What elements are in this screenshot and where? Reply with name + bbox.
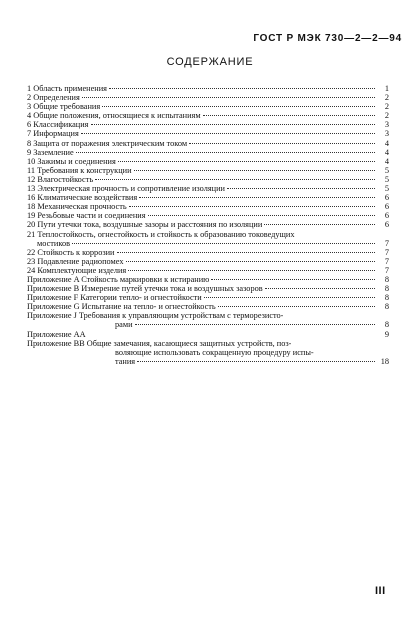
toc-entry [27, 257, 389, 266]
toc-entry-page: 8 [384, 293, 389, 303]
toc-entry-page: 8 [384, 320, 389, 330]
toc-entry-page: 6 [384, 220, 389, 230]
document-code: ГОСТ Р МЭК 730—2—2—94 [253, 33, 402, 44]
dot-leader [264, 224, 375, 225]
dot-leader [211, 279, 375, 280]
toc-entry-page: 6 [384, 202, 389, 212]
toc-entry-page: 7 [384, 238, 389, 248]
toc-entry-page: 2 [384, 102, 389, 112]
toc-entry-text: 19 Резьбовые части и соединения [27, 211, 146, 221]
toc-entry-page: 4 [384, 138, 389, 148]
toc-entry-page: 6 [384, 193, 389, 203]
dot-leader [148, 215, 375, 216]
toc-entry-text: 23 Подавление радиопомех [27, 256, 124, 266]
dot-leader [129, 206, 375, 207]
toc-entry-text: 1 Область применения [27, 84, 107, 93]
toc-entry-page: 8 [384, 302, 389, 312]
toc-entry [27, 248, 389, 257]
toc-entry [27, 111, 389, 120]
dot-leader [102, 106, 375, 107]
toc-entry [27, 129, 389, 138]
toc-entry-text: воляющие использовать сокращенную процедуру испы- [115, 347, 314, 357]
toc-entry-appendix [27, 293, 389, 302]
dot-leader [91, 124, 376, 125]
toc-entry [27, 139, 389, 148]
toc-entry-text: Приложение B Измерение путей утечки тока и воздушных зазоров [27, 284, 263, 294]
dot-leader [134, 170, 375, 171]
toc-entry-appendix [27, 339, 389, 348]
toc-entry [27, 84, 389, 93]
toc-entry-text: 2 Определения [27, 93, 80, 103]
toc-entry-page: 7 [384, 247, 389, 257]
toc-entry-text: Приложение F Категории тепло- и огнестойкости [27, 293, 202, 303]
toc-entry-text: рами [115, 320, 133, 330]
dot-leader [265, 288, 375, 289]
dot-leader [204, 297, 375, 298]
toc-entry [27, 220, 389, 229]
toc-entry [27, 166, 389, 175]
toc-entry-page: 2 [384, 111, 389, 121]
page-title: СОДЕРЖАНИЕ [166, 56, 254, 68]
toc-entry-text: 21 Теплостойкость, огнестойкость и стойкость к образованию токоведущих [27, 229, 295, 239]
toc-entry-appendix [27, 284, 389, 293]
dot-leader [128, 270, 375, 271]
toc-entry [27, 202, 389, 211]
toc-entry [27, 211, 389, 220]
toc-entry-appendix [27, 302, 389, 311]
toc-entry-continuation [27, 239, 389, 248]
dot-leader [135, 324, 375, 325]
toc-entry-page: 3 [384, 120, 389, 130]
toc-entry-text: 20 Пути утечки тока, воздушные зазоры и расстояния по изоляции [27, 220, 263, 230]
dot-leader [76, 152, 375, 153]
toc-entry [27, 157, 389, 166]
toc-entry-page: 8 [384, 284, 389, 294]
toc-entry [27, 148, 389, 157]
toc-entry [27, 193, 389, 202]
dot-leader [82, 97, 375, 98]
toc-entry [27, 120, 389, 129]
dot-leader [139, 197, 375, 198]
dot-leader [118, 161, 375, 162]
table-of-contents [27, 84, 389, 366]
toc-entry-text: Приложение BB Общие замечания, касающиеся защитных устройств, поз- [27, 338, 292, 348]
toc-entry-continuation [27, 348, 389, 357]
toc-entry [27, 93, 389, 102]
toc-entry-text: 12 Влагостойкость [27, 174, 94, 184]
dot-leader [81, 133, 375, 134]
toc-entry-text: Приложение A Стойкость маркировки к истиранию [27, 274, 210, 284]
toc-entry [27, 230, 389, 239]
toc-entry-page: 5 [384, 184, 389, 194]
toc-entry-text: 9 Заземление [27, 147, 74, 157]
dot-leader [72, 243, 375, 244]
toc-entry-page: 1 [384, 84, 389, 93]
toc-entry-appendix [27, 311, 389, 320]
dot-leader [109, 88, 375, 89]
dot-leader [95, 179, 375, 180]
toc-entry [27, 266, 389, 275]
toc-entry-text: 3 Общие требования [27, 102, 101, 112]
dot-leader [117, 252, 376, 253]
toc-entry-page: 6 [384, 211, 389, 221]
toc-entry-text: Приложение J Требования к управляющим устройствам с терморезисто- [27, 311, 284, 321]
toc-entry-page: 8 [384, 274, 389, 284]
toc-entry-text: 13 Электрическая прочность и сопротивление изоляции [27, 184, 225, 194]
toc-entry-text: 16 Климатические воздействия [27, 193, 138, 203]
toc-entry-page: 9 [384, 329, 389, 339]
toc-entry-text: Приложение G Испытание на тепло- и огнестойкость [27, 302, 216, 312]
dot-leader [189, 143, 375, 144]
toc-entry-appendix [27, 330, 389, 339]
dot-leader [203, 115, 375, 116]
toc-entry-text: 22 Стойкость к коррозии [27, 247, 115, 257]
toc-entry-text: 4 Общие положения, относящиеся к испытаниям [27, 111, 201, 121]
toc-entry-text: 6 Классификация [27, 120, 89, 130]
toc-entry-page: 7 [384, 265, 389, 275]
toc-entry-page: 7 [384, 256, 389, 266]
toc-entry-text: 18 Механическая прочность [27, 202, 127, 212]
toc-entry-page: 2 [384, 93, 389, 103]
dot-leader [126, 261, 376, 262]
toc-entry-page: 5 [384, 174, 389, 184]
toc-entry-continuation [27, 357, 389, 366]
toc-entry-appendix [27, 275, 389, 284]
toc-entry-page: 5 [384, 165, 389, 175]
toc-entry-continuation [27, 320, 389, 329]
toc-entry-text: тания [115, 356, 136, 366]
toc-entry-text: 7 Информация [27, 129, 79, 139]
toc-entry-page: 3 [384, 129, 389, 139]
page-number: III [375, 585, 386, 597]
toc-entry-text: мостиков [37, 238, 71, 248]
toc-entry-text: 11 Требования к конструкции [27, 165, 132, 175]
dot-leader [218, 306, 375, 307]
toc-entry [27, 184, 389, 193]
toc-entry-page: 4 [384, 156, 389, 166]
toc-entry [27, 175, 389, 184]
dot-leader [227, 188, 375, 189]
toc-entry-text: 24 Комплектующие изделия [27, 265, 127, 275]
toc-entry-page: 4 [384, 147, 389, 157]
toc-entry-page: 18 [380, 356, 389, 366]
toc-entry [27, 102, 389, 111]
dot-leader [137, 361, 375, 362]
toc-entry-text: Приложение AA [27, 329, 86, 339]
toc-entry-text: 8 Защита от поражения электрическим током [27, 138, 188, 148]
toc-entry-text: 10 Зажимы и соединения [27, 156, 116, 166]
